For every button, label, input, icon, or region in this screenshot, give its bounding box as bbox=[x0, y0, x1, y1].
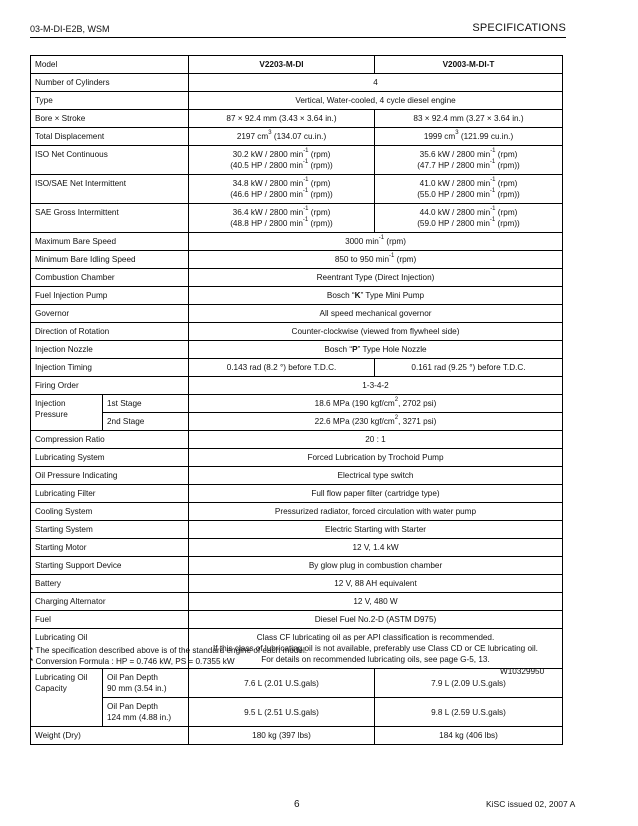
table-row bbox=[31, 341, 563, 359]
issue-info: KiSC issued 02, 2007 A bbox=[486, 799, 576, 809]
table-row bbox=[31, 467, 563, 485]
row-value: Forced Lubrication by Trochoid Pump bbox=[189, 449, 563, 467]
row-value: 0.143 rad (8.2 °) before T.D.C. bbox=[189, 359, 375, 377]
row-label: Battery bbox=[31, 575, 189, 593]
row-value: 2197 $cm^3$ (134.07 cu.in.) bbox=[189, 128, 375, 146]
row-label: Firing Order bbox=[31, 377, 189, 395]
figure-code: W10329950 bbox=[500, 667, 545, 676]
row-value: Electric Starting with Starter bbox=[189, 521, 563, 539]
table-row bbox=[31, 575, 563, 593]
row-label: ISO/SAE Net Intermittent bbox=[31, 175, 189, 204]
row-value: Bosch “K” Type Mini Pump bbox=[189, 287, 563, 305]
row-value: 22.6 MPa (230 kgf/$cm^2$, 3271 psi) bbox=[189, 413, 563, 431]
row-label: Total Displacement bbox=[31, 128, 189, 146]
table-row bbox=[31, 449, 563, 467]
row-label: Lubricating Oil bbox=[31, 629, 189, 669]
table-row bbox=[31, 521, 563, 539]
row-value: 36.4 kW / 2800 $\min^{-1} (rpm)$ (48.8 HP / 2800 $\min^{-1} (rpm)$) bbox=[189, 204, 375, 233]
table-row bbox=[31, 323, 563, 341]
row-value: Pressurized radiator, forced circulation with water pump bbox=[189, 503, 563, 521]
table-row bbox=[31, 669, 563, 698]
row-label: Starting System bbox=[31, 521, 189, 539]
table-row bbox=[31, 503, 563, 521]
row-label: Minimum Bare Idling Speed bbox=[31, 251, 189, 269]
row-value: All speed mechanical governor bbox=[189, 305, 563, 323]
row-label: Bore × Stroke bbox=[31, 110, 189, 128]
table-row bbox=[31, 305, 563, 323]
table-row bbox=[31, 204, 563, 233]
row-label: Cooling System bbox=[31, 503, 189, 521]
row-value: 1-3-4-2 bbox=[189, 377, 563, 395]
table-row bbox=[31, 287, 563, 305]
row-label: Charging Alternator bbox=[31, 593, 189, 611]
row-label: Type bbox=[31, 92, 189, 110]
table-row bbox=[31, 110, 563, 128]
sub-label: Oil Pan Depth 90 mm (3.54 in.) bbox=[103, 669, 189, 698]
row-label: Starting Support Device bbox=[31, 557, 189, 575]
page-number: 6 bbox=[294, 799, 300, 810]
footnotes bbox=[30, 645, 307, 667]
row-label: Governor bbox=[31, 305, 189, 323]
table-row bbox=[31, 251, 563, 269]
table-row bbox=[31, 727, 563, 745]
table-row bbox=[31, 395, 563, 413]
table-row bbox=[31, 269, 563, 287]
row-value: Electrical type switch bbox=[189, 467, 563, 485]
row-value: Class CF lubricating oil as per API classification is recommended. If this class of lubricating oil is not available, preferably use Class CD or CE lubricating oil. For details on recommended lubricating oils, see page G-5, 13. bbox=[189, 629, 563, 669]
row-value: 87 × 92.4 mm (3.43 × 3.64 in.) bbox=[189, 110, 375, 128]
table-row bbox=[31, 611, 563, 629]
row-value: 12 V, 480 W bbox=[189, 593, 563, 611]
row-label: Injection Pressure bbox=[31, 395, 103, 431]
row-label: Injection Timing bbox=[31, 359, 189, 377]
footnote: * The specification described above is of the standard engine of each model. bbox=[30, 646, 308, 655]
row-value: 7.9 L (2.09 U.S.gals) bbox=[375, 669, 563, 698]
row-value: Reentrant Type (Direct Injection) bbox=[189, 269, 563, 287]
row-label: Compression Ratio bbox=[31, 431, 189, 449]
row-value: 34.8 kW / 2800 $\min^{-1} (rpm)$ (46.6 HP / 2800 $\min^{-1} (rpm)$) bbox=[189, 175, 375, 204]
row-label: Lubricating Filter bbox=[31, 485, 189, 503]
row-value: 12 V, 88 AH equivalent bbox=[189, 575, 563, 593]
table-row bbox=[31, 557, 563, 575]
row-value: 18.6 MPa (190 kgf/$cm^2$, 2702 psi) bbox=[189, 395, 563, 413]
model-2: V2003-M-DI-T bbox=[375, 56, 563, 74]
row-value: 9.8 L (2.59 U.S.gals) bbox=[375, 698, 563, 727]
table-row bbox=[31, 413, 563, 431]
sub-label: Oil Pan Depth 124 mm (4.88 in.) bbox=[103, 698, 189, 727]
row-label: Oil Pressure Indicating bbox=[31, 467, 189, 485]
row-value: 20 : 1 bbox=[189, 431, 563, 449]
row-label: Maximum Bare Speed bbox=[31, 233, 189, 251]
row-value: 41.0 kW / 2800 $\min^{-1} (rpm)$ (55.0 HP / 2800 $\min^{-1} (rpm)$) bbox=[375, 175, 563, 204]
table-row bbox=[31, 539, 563, 557]
row-value: 83 × 92.4 mm (3.27 × 3.64 in.) bbox=[375, 110, 563, 128]
row-label: Direction of Rotation bbox=[31, 323, 189, 341]
table-row bbox=[31, 146, 563, 175]
sub-label: 1st Stage bbox=[103, 395, 189, 413]
row-label: Number of Cylinders bbox=[31, 74, 189, 92]
row-label: Combustion Chamber bbox=[31, 269, 189, 287]
row-label: Fuel bbox=[31, 611, 189, 629]
row-value: 7.6 L (2.01 U.S.gals) bbox=[189, 669, 375, 698]
table-row bbox=[31, 233, 563, 251]
table-row bbox=[31, 92, 563, 110]
row-value: Counter-clockwise (viewed from flywheel side) bbox=[189, 323, 563, 341]
row-label: ISO Net Continuous bbox=[31, 146, 189, 175]
row-label: Injection Nozzle bbox=[31, 341, 189, 359]
row-label: Starting Motor bbox=[31, 539, 189, 557]
row-value: 180 kg (397 lbs) bbox=[189, 727, 375, 745]
doc-code: 03-M-DI-E2B, WSM bbox=[30, 24, 110, 34]
header-rule bbox=[30, 37, 566, 38]
row-label: Fuel Injection Pump bbox=[31, 287, 189, 305]
row-value: Vertical, Water-cooled, 4 cycle diesel engine bbox=[189, 92, 563, 110]
row-label: Lubricating System bbox=[31, 449, 189, 467]
table-row bbox=[31, 128, 563, 146]
table-row bbox=[31, 485, 563, 503]
row-value: 9.5 L (2.51 U.S.gals) bbox=[189, 698, 375, 727]
row-label: Lubricating Oil Capacity bbox=[31, 669, 103, 727]
sub-label: 2nd Stage bbox=[103, 413, 189, 431]
footnote: * Conversion Formula : HP = 0.746 kW, PS = 0.7355 kW bbox=[30, 657, 235, 666]
row-label: SAE Gross Intermittent bbox=[31, 204, 189, 233]
row-value: 12 V, 1.4 kW bbox=[189, 539, 563, 557]
row-value: Full flow paper filter (cartridge type) bbox=[189, 485, 563, 503]
table-row bbox=[31, 175, 563, 204]
row-value: 850 to 950 $\min^{-1} (rpm)$ bbox=[189, 251, 563, 269]
row-value: 35.6 kW / 2800 $\min^{-1} (rpm)$ (47.7 HP / 2800 $\min^{-1} (rpm)$) bbox=[375, 146, 563, 175]
table-row bbox=[31, 359, 563, 377]
row-value: 3000 $\min^{-1} (rpm)$ bbox=[189, 233, 563, 251]
row-label: Weight (Dry) bbox=[31, 727, 189, 745]
row-value: 4 bbox=[189, 74, 563, 92]
row-value: 30.2 kW / 2800 $\min^{-1} (rpm)$ (40.5 HP / 2800 $\min^{-1} (rpm)$) bbox=[189, 146, 375, 175]
model-1: V2203-M-DI bbox=[189, 56, 375, 74]
model-label: Model bbox=[31, 56, 189, 74]
row-value: 0.161 rad (9.25 °) before T.D.C. bbox=[375, 359, 563, 377]
table-row bbox=[31, 377, 563, 395]
row-value: 184 kg (406 lbs) bbox=[375, 727, 563, 745]
row-value: 44.0 kW / 2800 $\min^{-1} (rpm)$ (59.0 HP / 2800 $\min^{-1} (rpm)$) bbox=[375, 204, 563, 233]
row-value: 1999 $cm^3$ (121.99 cu.in.) bbox=[375, 128, 563, 146]
spec-table bbox=[30, 55, 563, 745]
table-row bbox=[31, 698, 563, 727]
row-value: Diesel Fuel No.2-D (ASTM D975) bbox=[189, 611, 563, 629]
table-row bbox=[31, 56, 563, 74]
table-row bbox=[31, 74, 563, 92]
row-value: By glow plug in combustion chamber bbox=[189, 557, 563, 575]
table-row bbox=[31, 593, 563, 611]
section-title: SPECIFICATIONS bbox=[472, 22, 566, 34]
table-row bbox=[31, 431, 563, 449]
row-value: Bosch “P” Type Hole Nozzle bbox=[189, 341, 563, 359]
